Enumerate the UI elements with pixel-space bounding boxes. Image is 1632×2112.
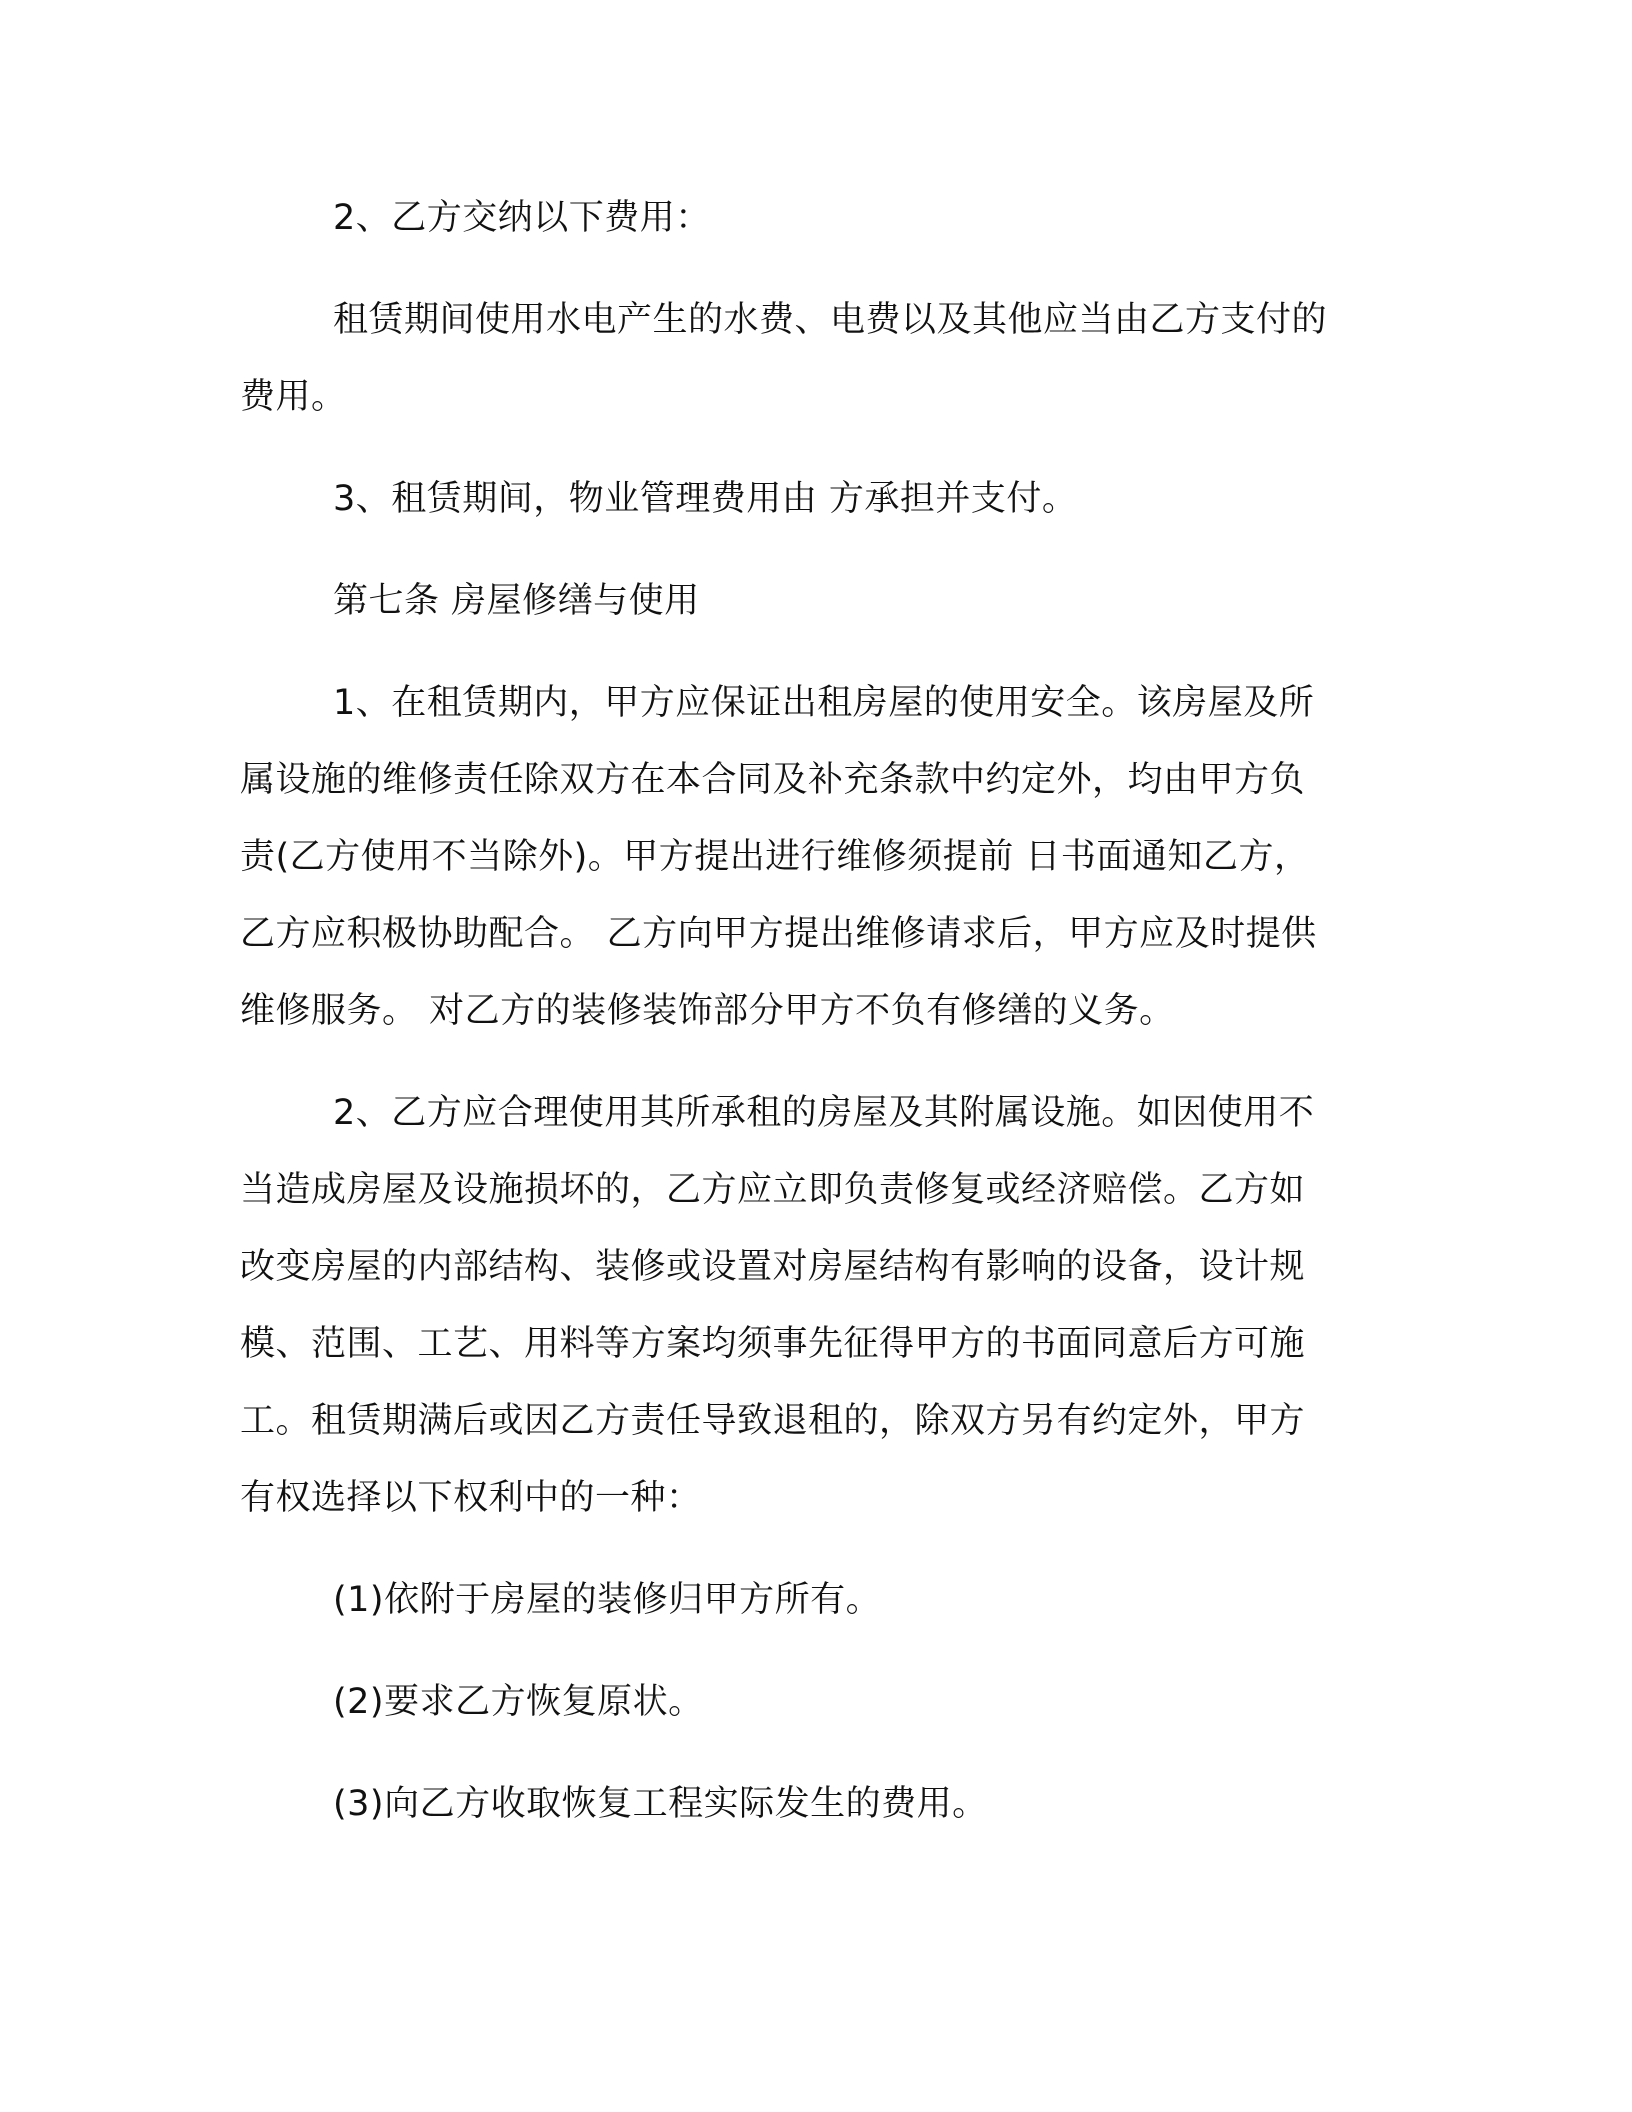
paragraph-line: 模、范围、工艺、用料等方案均须事先征得甲方的书面同意后方可施 bbox=[240, 1324, 1306, 1364]
list-item: (2)要求乙方恢复原状。 bbox=[333, 1682, 704, 1722]
paragraph-line: 租赁期间使用水电产生的水费、电费以及其他应当由乙方支付的 bbox=[333, 300, 1328, 340]
paragraph-line: 2、乙方交纳以下费用： bbox=[333, 198, 711, 238]
paragraph-line: 当造成房屋及设施损坏的，乙方应立即负责修复或经济赔偿。乙方如 bbox=[240, 1170, 1306, 1210]
paragraph-line: 乙方应积极协助配合。 乙方向甲方提出维修请求后，甲方应及时提供 bbox=[240, 914, 1317, 954]
paragraph-line: 属设施的维修责任除双方在本合同及补充条款中约定外，均由甲方负 bbox=[240, 760, 1306, 800]
paragraph-line: 2、乙方应合理使用其所承租的房屋及其附属设施。如因使用不 bbox=[333, 1093, 1315, 1133]
paragraph-line: 改变房屋的内部结构、装修或设置对房屋结构有影响的设备，设计规 bbox=[240, 1247, 1306, 1287]
paragraph-line: 1、在租赁期内，甲方应保证出租房屋的使用安全。该房屋及所 bbox=[333, 683, 1315, 723]
section-heading: 第七条 房屋修缮与使用 bbox=[333, 581, 700, 621]
list-item: (1)依附于房屋的装修归甲方所有。 bbox=[333, 1580, 882, 1620]
paragraph-line: 有权选择以下权利中的一种： bbox=[240, 1478, 702, 1518]
paragraph-line: 工。租赁期满后或因乙方责任导致退租的，除双方另有约定外，甲方 bbox=[240, 1401, 1306, 1441]
paragraph-line: 维修服务。 对乙方的装修装饰部分甲方不负有修缮的义务。 bbox=[240, 991, 1175, 1031]
paragraph-line: 3、租赁期间，物业管理费用由 方承担并支付。 bbox=[333, 479, 1078, 519]
paragraph-line: 责(乙方使用不当除外)。甲方提出进行维修须提前 日书面通知乙方， bbox=[240, 837, 1310, 877]
list-item: (3)向乙方收取恢复工程实际发生的费用。 bbox=[333, 1784, 988, 1824]
paragraph-line: 费用。 bbox=[240, 377, 347, 417]
